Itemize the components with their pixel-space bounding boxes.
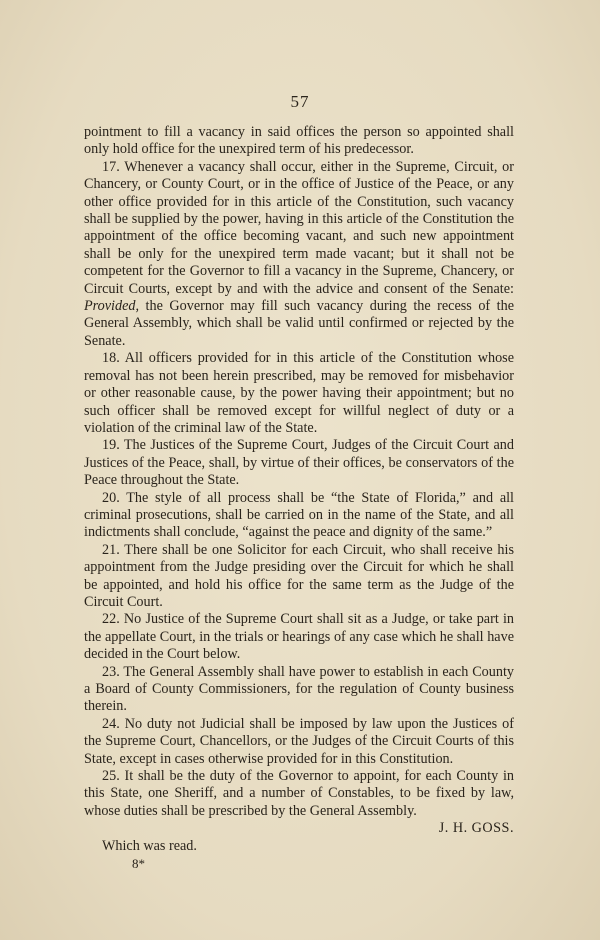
signoff-line <box>84 820 514 837</box>
section-23: 23. The General Assembly shall have power to establish in each County a Board of County Commissioners, for the regulation of County business therein. <box>84 663 514 715</box>
paragraph-continuation: pointment to fill a vacancy in said offices the person so appointed shall only hold office for the unexpired term of his predecessor. <box>84 124 514 158</box>
signature: J. H. GOSS. <box>438 820 514 837</box>
page-number: 57 <box>290 92 310 111</box>
section-19: 19. The Justices of the Supreme Court, Judges of the Circuit Court and Justices of the Peace, shall, by virtue of their offices, be conservators of the Peace throughout the State. <box>84 437 514 489</box>
section-21: 21. There shall be one Solicitor for each Circuit, who shall receive his appointment from the Judge presiding over the Circuit for which he shall be appointed, and hold his office for the same term as the Judge of the Circuit Court. <box>84 541 514 610</box>
section-17 <box>84 159 514 350</box>
section-18: 18. All officers provided for in this article of the Constitution whose removal has not been herein prescribed, may be removed for misbehavior or other reasonable cause, by the power having their appointment; but no such officer shall be removed except for willful neglect of duty or a violation of the criminal law of the State. <box>84 350 514 436</box>
section-25 <box>84 768 514 820</box>
section-20: 20. The style of all process shall be “the State of Florida,” and all criminal prosecutions, shall be carried on in the name of the State, and all indictments shall conclude, “against the peace and dignity of the same.” <box>84 489 514 541</box>
section-17-text-end: the Governor may fill such vacancy during the recess of the General Assembly, which shall be valid until confirmed or rejected by the Senate. <box>84 298 514 349</box>
closing-note: Which was read. <box>102 837 197 854</box>
section-17-text: 17. Whenever a vacancy shall occur, either in the Supreme, Circuit, or Chancery, or County Court, or in the office of Justice of the Peace, or any other office provided for in this article of the Constitution, such vacancy shall be supplied by the power, having in this article of the Constitution the appointment of the office becoming vacant, and such new appointment shall be only for the unexpired term made vacant; but it shall not be competent for the Governor to fill a vacancy in the Supreme, Chancery, or Circuit Courts, except by and with the advice and consent of the Senate: <box>84 158 514 297</box>
section-25-text: 25. It shall be the duty of the Governor to appoint, for each County in this State, one Sheriff, and a number of Constables, to be fixed by law, whose duties shall be prescribed by the General Assembly. <box>84 768 514 819</box>
signature-mark: 8* <box>132 856 145 872</box>
section-24: 24. No duty not Judicial shall be imposed by law upon the Justices of the Supreme Court, Chancellors, or the Judges of the Circuit Courts of this State, except in cases otherwise provided for in this Constitution. <box>84 715 514 767</box>
document-body <box>84 124 514 872</box>
section-17-proviso: Provided, <box>84 298 140 315</box>
section-22: 22. No Justice of the Supreme Court shall sit as a Judge, or take part in the appellate Court, in the trials or hearings of any case which he shall have decided in the Court below. <box>84 611 514 663</box>
